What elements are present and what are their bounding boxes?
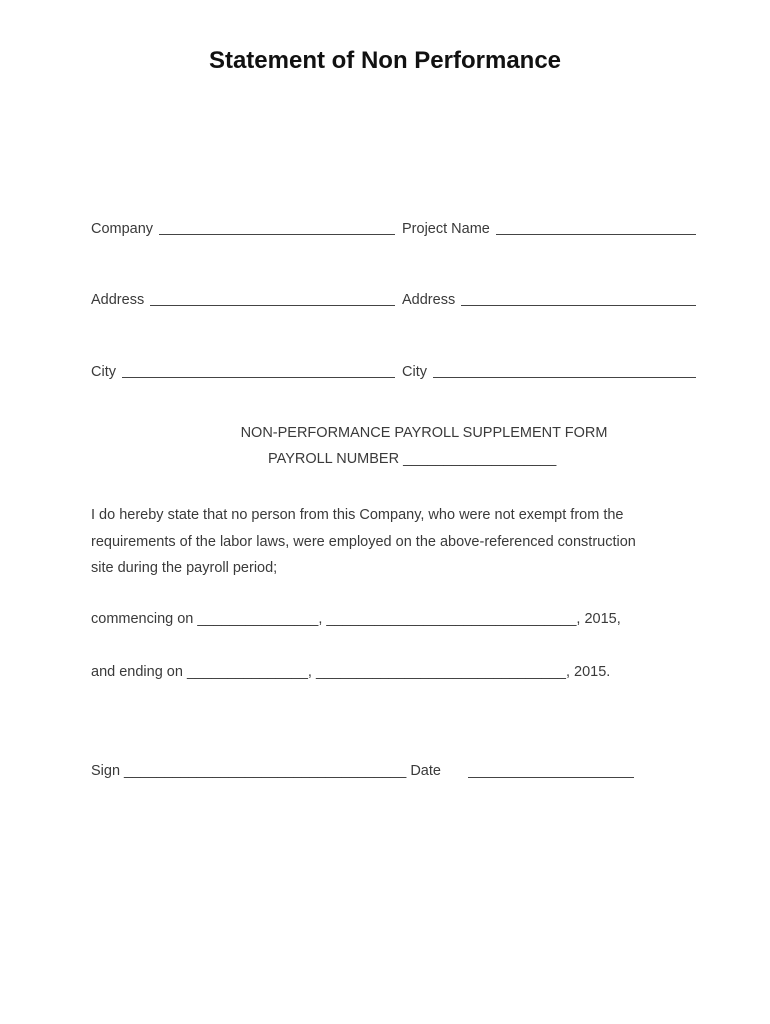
company-line[interactable] — [159, 234, 395, 235]
city-right-field[interactable] — [402, 364, 696, 380]
address-right-label: Address — [402, 292, 456, 308]
project-name-line[interactable] — [496, 234, 696, 235]
project-name-label: Project Name — [402, 221, 490, 237]
company-field[interactable] — [91, 221, 395, 237]
address-left-line[interactable] — [150, 305, 395, 306]
city-left-field[interactable] — [91, 364, 395, 380]
city-right-line[interactable] — [433, 377, 696, 378]
address-left-label: Address — [91, 292, 145, 308]
city-left-label: City — [91, 364, 116, 380]
company-label: Company — [91, 221, 154, 237]
city-right-label: City — [402, 364, 427, 380]
statement-line: requirements of the labor laws, were employed on the above-referenced construction — [91, 533, 636, 550]
address-right-line[interactable] — [461, 305, 696, 306]
date-line[interactable] — [468, 777, 634, 778]
ending-line[interactable]: and ending on _______________, _______________________________, 2015. — [91, 664, 611, 680]
city-left-line[interactable] — [122, 377, 395, 378]
commencing-line[interactable]: commencing on _______________, _______________________________, 2015, — [91, 611, 621, 627]
statement-paragraph — [91, 502, 681, 582]
project-name-field[interactable] — [402, 221, 696, 237]
address-left-field[interactable] — [91, 292, 395, 308]
payroll-number[interactable]: PAYROLL NUMBER ___________________ — [268, 451, 557, 467]
sign-line[interactable]: Sign ___________________________________ Date — [91, 763, 441, 779]
statement-line: site during the payroll period; — [91, 560, 278, 576]
address-right-field[interactable] — [402, 292, 696, 308]
page-title: Statement of Non Performance — [208, 47, 562, 74]
supplement-heading: NON-PERFORMANCE PAYROLL SUPPLEMENT FORM — [240, 425, 608, 441]
statement-line: I do hereby state that no person from this Company, who were not exempt from the — [91, 507, 624, 523]
